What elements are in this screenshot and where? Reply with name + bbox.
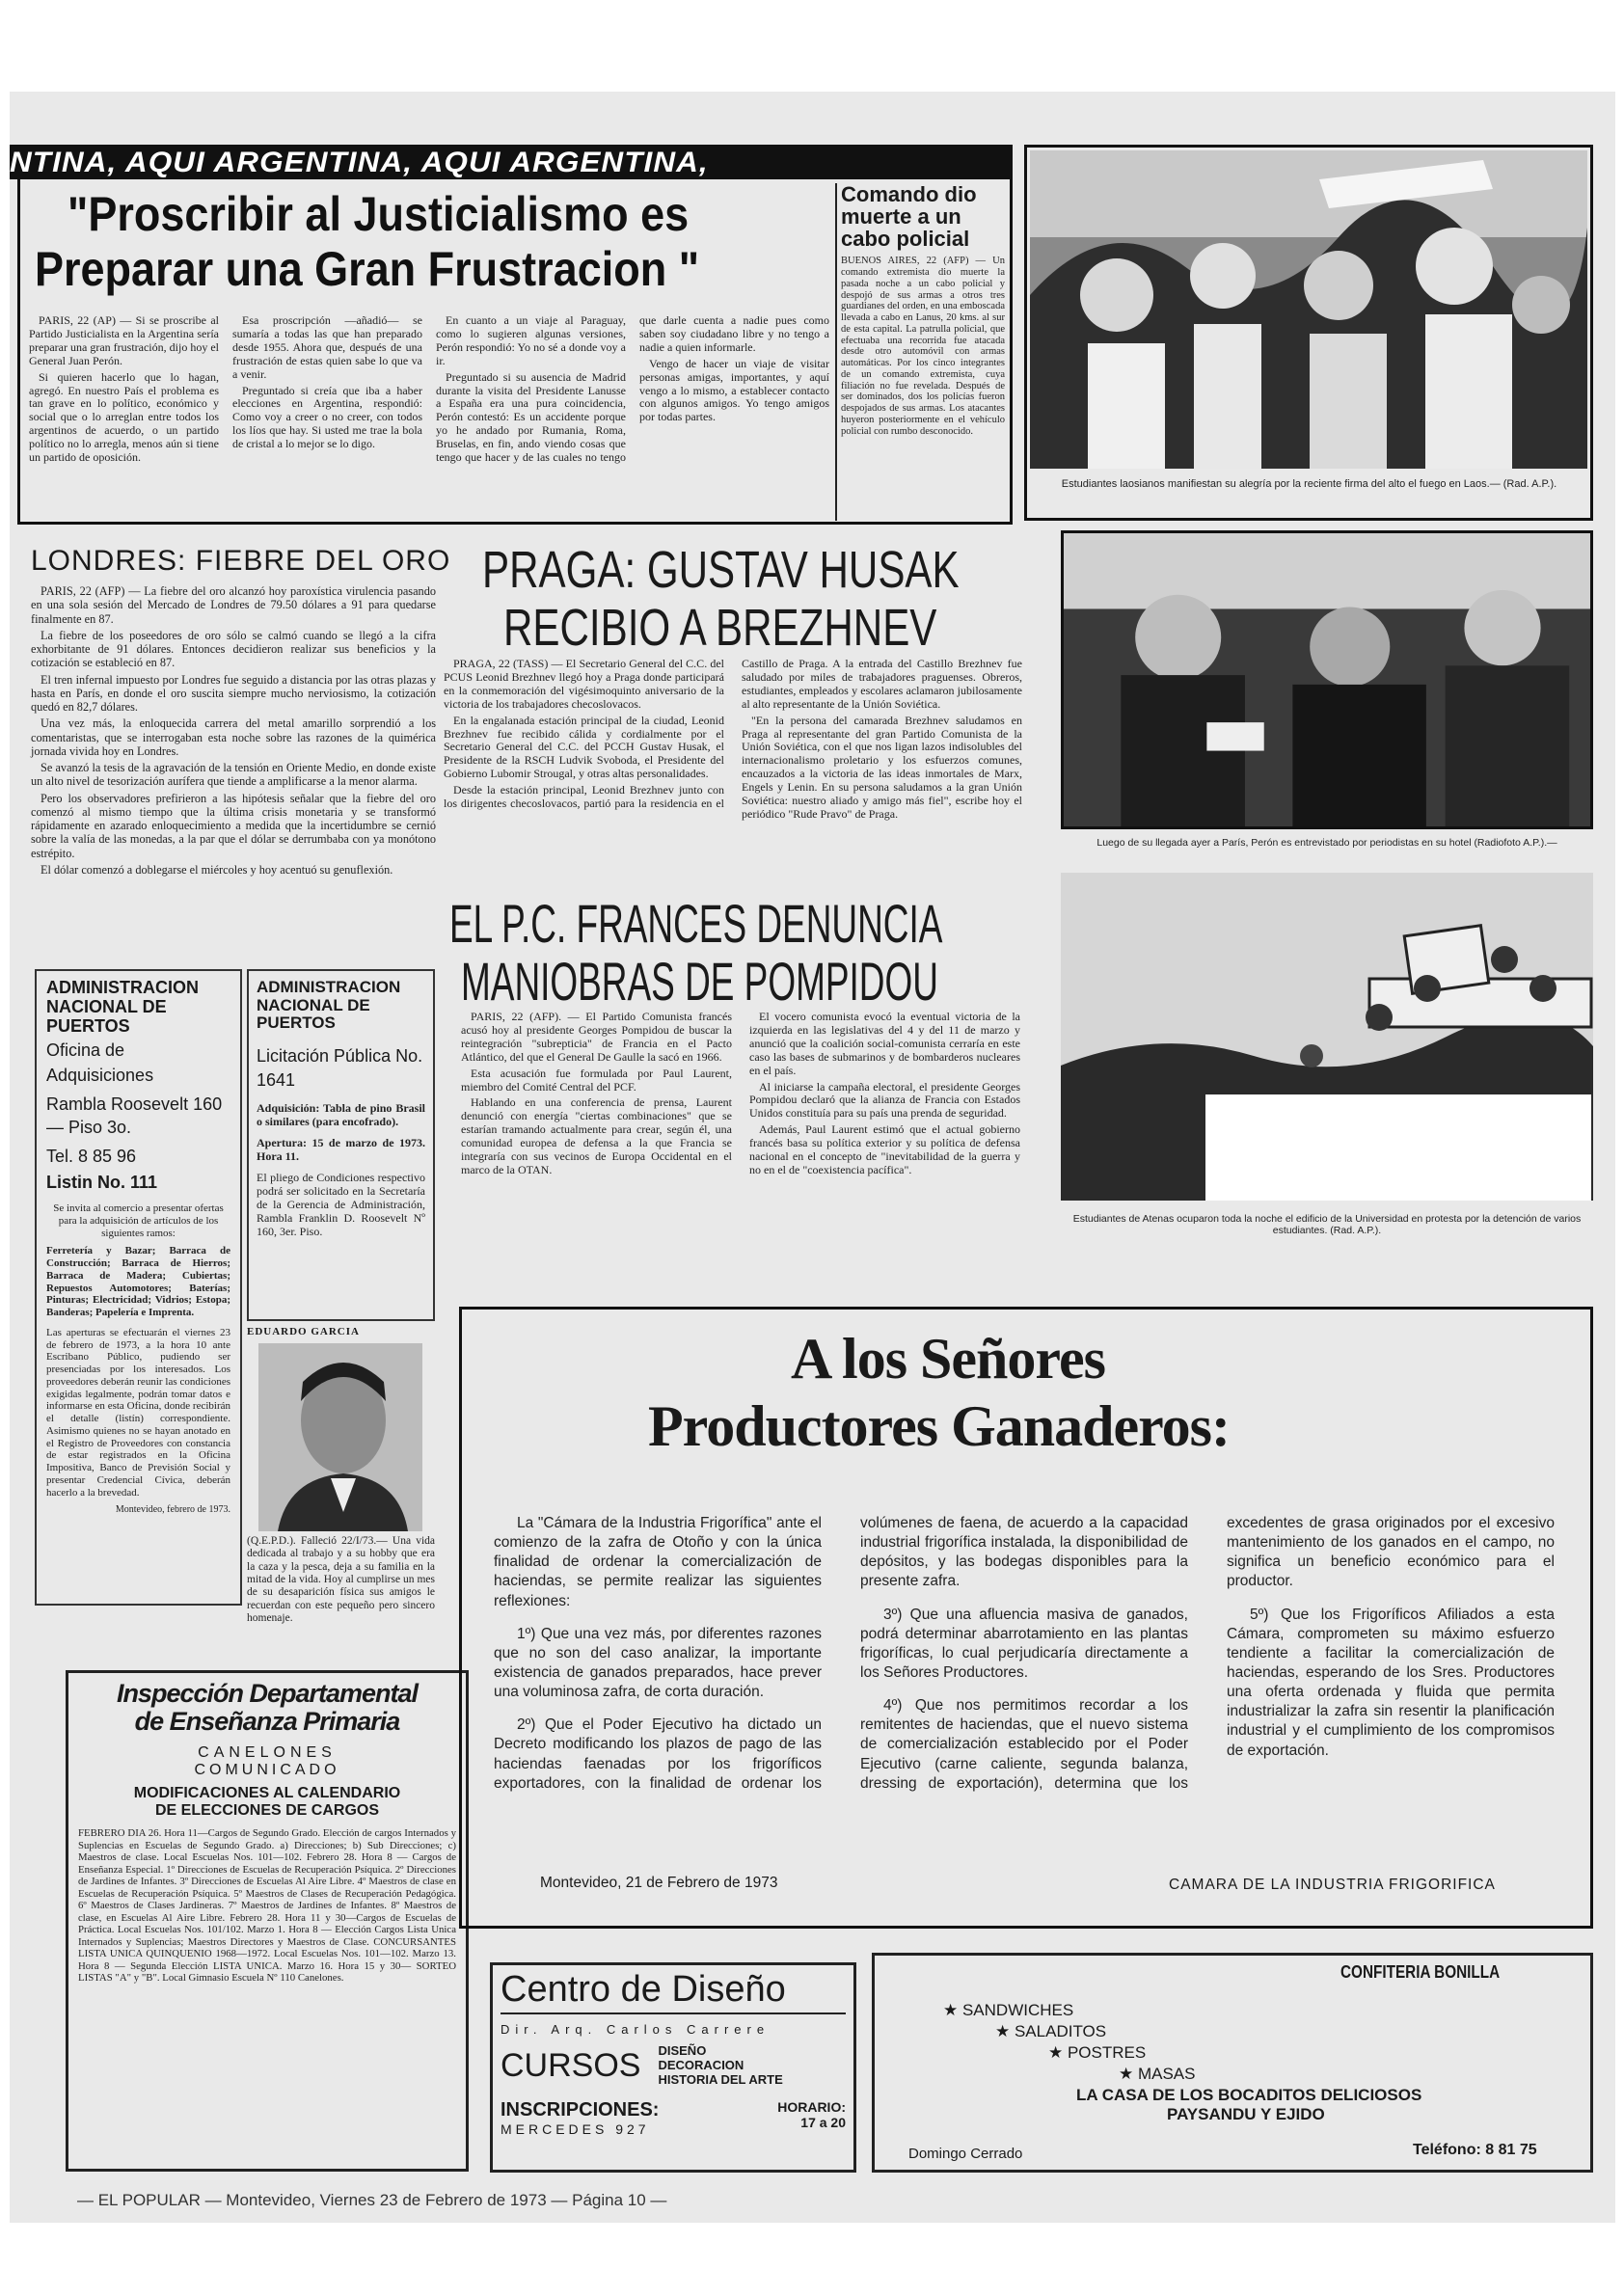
productores-p3: 2º) Que el Poder Ejecutivo ha dictado un Decreto modificando los plazos de pago de las haciendas faenadas por los frigoríficos exportadores, con la finalidad de ordenar los volúmenes de faena, de acuerdo a la capacidad industrial frigorífica instalada, la disponibilidad de depósitos, y las bodegas disponibles para la presente zafra. [494, 1515, 1188, 1792]
praga-paragraph: En la engalanada estación principal de la ciudad, Leonid Brezhnev fue recibido cálida y cordialmente por el Secretario General del C.C. del PCCH Gustav Husak, el Presidente de la RSCH Ludvik Svoboda, el Presidente del Gobierno Lubomir Strougal, y otras altas personalidades. [444, 713, 724, 781]
top-banner [10, 145, 1013, 179]
pcf-headline-2: MANIOBRAS DE POMPIDOU [461, 951, 938, 1012]
centro-title: Centro de Diseño [501, 1969, 846, 2014]
bonilla-item-label: POSTRES [1067, 2043, 1147, 2062]
pcf-body [461, 1011, 1020, 1247]
bonilla-address: PAYSANDU Y EJIDO [1167, 2105, 1325, 2123]
page-footer: — EL POPULAR — Montevideo, Viernes 23 de Febrero de 1973 — Página 10 — [77, 2191, 667, 2209]
anp1-office: Oficina de Adquisiciones [46, 1040, 154, 1086]
bonilla-item-label: MASAS [1137, 2065, 1196, 2083]
inspeccion-notice [66, 1670, 469, 2172]
productores-p6: 5º) Que los Frigoríficos Afiliados a esta Cámara, comprometen su máximo esfuerzo tendiente a facilitar la comercialización de haciendas, esperando de los Sres. Productores una oferta ordenada y fluida que permita industrializar la zafra sin resentir la planificación industrial y el cumplimiento de los compromisos de exportación. [1227, 1606, 1555, 1759]
anp1-listin: Listin No. 111 [46, 1173, 158, 1193]
obituary [247, 1326, 435, 1659]
laos-students-photo [1030, 150, 1587, 469]
lead-paragraph: Si quieren hacerlo que lo hagan, agregó. En nuestro País el problema es tan grave en lo político, económico y social que o lo arreglan entre todos los argentinos de acuerdo, o un partido político no lo arregla, menos aún si tiene un partido de oposición. [29, 369, 219, 465]
praga-paragraph: Desde la estación principal, Leonid Brezhnev junto con los dirigentes checoslovacos, partió para la residencia en el Castillo de Praga. A la entrada del Castillo Brezhnev fue saludado por miles de trabajadores praguenses. Obreros, estudiantes, empleados y escolares aclamaron jubilosamente al alto representante de la Unión Soviética. [444, 657, 1022, 811]
pcf-paragraph: Además, Paul Laurent estimó que el actual gobierno francés basa su política exterior y su política de defensa nacional en el concepto de "inevitabilidad de la guerra y no en el de "coexistencia pacífica". [749, 1122, 1020, 1176]
bonilla-item-label: SALADITOS [1014, 2022, 1107, 2040]
productores-title-1: A los Señores [791, 1327, 1105, 1391]
londres-body [31, 584, 436, 985]
star-icon: ★ [1119, 2065, 1138, 2083]
centro-horario-value: 17 a 20 [800, 2114, 846, 2130]
bonilla-item [995, 2022, 1106, 2041]
londres-paragraph: El dólar comenzó a doblegarse el miércoles y hoy acentuó su genuflexión. [41, 862, 393, 877]
bonilla-item [943, 2001, 1073, 2020]
anp2-body: El pliego de Condiciones respectivo podrá ser solicitado en la Secretaría de la Gerencia de Administración, Rambla Franklin D. Roosevelt Nº 160, 3er. Piso. [257, 1171, 425, 1238]
centro-course-2: DECORACION [658, 2057, 744, 2072]
lead-paragraph: PARIS, 22 (AP) — Si se proscribe al Partido Justicialista en la Argentina sería preparar una gran frustración, dijo hoy el General Juan Perón. [29, 313, 219, 367]
lead-paragraph: En cuanto a un viaje al Paraguay, como lo sugieren algunas versiones, Perón respondió: Yo no sé a donde voy a ir. [436, 313, 626, 367]
lead-paragraph: Vengo de hacer un viaje de visitar personas amigas, importantes, y aquí vengo a lo mismo, a establecer contacto con algunos amigos. Yo tengo amigos por todas partes. [639, 356, 829, 424]
centro-course-1: DISEÑO [658, 2043, 707, 2058]
productores-p5: 4º) Que nos permitimos recordar a los remitentes de haciendas, que el nuevo sistema de comercialización establecido por el Poder Ejecutivo (carne caliente, segunda balanza, dressing de exportación), determina que los excedentes de grasa originados por el excesivo mantenimiento de los ganados en el campo, no significa un beneficio económico para el productor. [860, 1515, 1555, 1792]
star-icon: ★ [995, 2022, 1015, 2040]
anp1-ramos: Ferretería y Bazar; Barraca de Construcción; Barraca de Hierros; Barraca de Madera; Cubiertas; Repuestos Automotores; Baterías; Pinturas; Electricidad; Vidrios; Estopa; Banderas; Papelería e Imprenta. [46, 1245, 230, 1319]
lead-paragraph: Esa proscripción —añadió— se sumaría a todas las que han preparado desde 1955. Ahora que, después de una frustración de estas quien sabe lo que va a venir. [232, 313, 422, 381]
insp-sub-3: MODIFICACIONES AL CALENDARIO [133, 1785, 401, 1801]
anp-adquisiciones-ad [35, 969, 242, 1606]
praga-headline-1: PRAGA: GUSTAV HUSAK [482, 541, 960, 599]
peron-press-photo [1061, 530, 1593, 829]
anp1-tel: Tel. 8 85 96 [46, 1147, 137, 1167]
comando-body: BUENOS AIRES, 22 (AFP) — Un comando extremista dio muerte la pasada noche a un cabo policial y despojó de sus armas a otros tres guardianes del orden, en una emboscada llevada a cabo en Lanus, 20 kms. al sur de esta capital. La patrulla policial, que efectuaba una recorrida fue atacada desde otro automóvil con armas automáticas. Por los cinco integrantes de un comando extremista, cuya filiación no fue revelada. Después de ser dominados, dos los policías fueron despojados de sus armas. Los atacantes huyeron posteriormente en el vehículo policial con rumbo desconocido. [841, 256, 1005, 437]
bonilla-item [1119, 2065, 1196, 2084]
centro-diseno-ad [490, 1962, 856, 2173]
insp-body: FEBRERO DIA 26. Hora 11—Cargos de Segundo Grado. Elección de cargos Internados y Suplencias en Escuelas de Segundo Grado. a) Direcciones; b) Sub Direcciones; c) Maestros de clase. Local Escuelas Nos. 101—102. Febrero 28. Hora 8 — Cargos de Enseñanza Especial. 1º Direcciones de Escuelas de Recuperación Psíquica. 2º Direcciones de Jardines de Infantes. 3º Direcciones de Escuelas Al Aire Libre. 4º Maestros de clase en Escuelas de Recuperación Psíquica. 5º Maestros de Clases de Recuperación Pedagógica. 6º Maestros de Clases Jardineras. 7º Maestros de Jardines de Infantes. 8º Maestros de clase, en Escuelas Al Aire Libre. Febrero 28. Hora 11 y 30—Cargos de Escuelas de Práctica. Local Escuelas Nos. 101/102. Marzo 1. Hora 8 — Elección Cargos Lista Unica Internados y Suplencias; Maestros Directores y Maestros de Clase. CONCURSANTES LISTA UNICA QUINQUENIO 1968—1972. Local Escuelas Nos. 101—102. Marzo 13. Hora 8 — Segunda Elección LISTA UNICA. Marzo 16. Hora 15 y 30— SORTEO LISTAS "A" y "B". Local Gimnasio Escuela Nº 110 Canelones. [78, 1827, 456, 1985]
anp1-invite: Se invita al comercio a presentar ofertas para la adquisición de artículos de los siguientes ramos: [53, 1202, 224, 1239]
centro-inscripciones: INSCRIPCIONES: [501, 2098, 660, 2120]
laos-caption: Estudiantes laosianos manifiestan su alegría por la reciente firma del alto el fuego en Laos.— (Rad. A.P.). [1061, 478, 1557, 490]
anp1-title: ADMINISTRACION NACIONAL DE PUERTOS [46, 978, 199, 1036]
londres-paragraph: Pero los observadores prefirieron a las hipótesis señalar que la fiebre del oro comenzó al mismo tiempo que la última crisis monetaria y se transformó rápidamente en azarado enloquecimiento a medida que la incertidumbre se cernió sobre la valía de las monedas, a la par que el dólar se derrumbaba con ya monótono estrépito. [31, 791, 436, 860]
anp2-apertura: Apertura: 15 de marzo de 1973. Hora 11. [257, 1136, 425, 1164]
obit-portrait [258, 1343, 422, 1531]
centro-course-3: HISTORIA DEL ARTE [658, 2071, 783, 2087]
lead-body [29, 314, 829, 517]
pcf-paragraph: Al iniciarse la campaña electoral, el presidente Georges Pompidou declaró que la alianza de Francia con Estados Unidos constituía para su país una prenda de seguridad. [749, 1079, 1020, 1121]
centro-address: MERCEDES 927 [501, 2120, 650, 2137]
lead-paragraph: Preguntado si su ausencia de Madrid durante la visita del Presidente Lanusse a España era una pura coincidencia, Perón contestó: Es un accidente porque yo he andado por Rumania, Roma, Bruselas, en fin, ando viendo cosas que tengo que hacer y de las cuales no tengo que darle cuenta a nadie pues como saben soy ciudadano libre y no tengo a nadie a quien informarle. [436, 313, 829, 465]
lead-headline-2: Preparar una Gran Frustracion " [35, 242, 700, 296]
productores-date: Montevideo, 21 de Febrero de 1973 [540, 1875, 778, 1891]
anp1-address: Rambla Roosevelt 160— Piso 3o. [46, 1094, 223, 1137]
pcf-paragraph: El vocero comunista evocó la eventual victoria de la izquierda en las legislativas del 4 y del 11 de marzo y anunció que la coalición social-comunista cerraría en este caso las bases de submarinos y de bombarderos nucleares en el país. [749, 1010, 1020, 1077]
star-icon: ★ [1048, 2043, 1068, 2062]
anp2-licit: Licitación Pública No. 1641 [257, 1046, 423, 1091]
anp1-body: Las aperturas se efectuarán el viernes 23 de febrero de 1973, a la hora 10 ante Escribano Público, pudiendo ser presenciadas por los interesados. Los proveedores deberán reunir las condiciones exigidas legalmente, podrán tomar datos e informarse en esta Oficina, donde recibirán el detalle (listín) correspondiente. Asimismo quienes no se hayan anotado en el Registro de Proveedores con constancia de estar registrados en la Oficina Impositiva, Banco de Previsión Social y presentar Credencial Cívica, deberán hacerlo a la brevedad. [46, 1326, 230, 1499]
lead-headline-1: "Proscribir al Justicialismo es [68, 187, 690, 241]
anp2-title: ADMINISTRACION NACIONAL DE PUERTOS [257, 978, 401, 1033]
bonilla-closed-day: Domingo Cerrado [908, 2146, 1023, 2162]
londres-paragraph: El tren infernal impuesto por Londres fue seguido a distancia por las otras plazas y hasta en París, en donde el oro suscita siempre mucho nerviosismo, la cotización quedó en 82,7 dólares. [31, 672, 436, 714]
productores-signature: CAMARA DE LA INDUSTRIA FRIGORIFICA [1169, 1877, 1496, 1893]
productores-p4: 3º) Que una afluencia masiva de ganados, podrá determinar abarrotamiento en las plantas frigoríficas, lo cual perjudicaría directamente a los Señores Productores. [860, 1606, 1188, 1681]
comando-headline: Comando dio muerte a un cabo policial [841, 182, 977, 252]
banner-text: NTINA, AQUI ARGENTINA, AQUI ARGENTINA, [10, 147, 709, 178]
londres-headline: LONDRES: FIEBRE DEL ORO [31, 545, 451, 577]
praga-body [444, 658, 1022, 879]
bonilla-phone: Teléfono: 8 81 75 [1413, 2142, 1537, 2158]
londres-paragraph: PARIS, 22 (AFP) — La fiebre del oro alcanzó hoy paroxística virulencia pasando en una sola sesión del Mercado de Londres de 79.50 dólares a 91 para quedarse finalmente en 87. [31, 584, 436, 626]
insp-title-2: de Enseñanza Primaria [134, 1707, 400, 1736]
pcf-paragraph: Esta acusación fue formulada por Paul Laurent, miembro del Comité Central del PCF. [461, 1066, 732, 1094]
peron-caption: Luego de su llegada ayer a París, Perón es entrevistado por periodistas en su hotel (Radiofoto A.P.).— [1096, 837, 1557, 849]
anp1-date: Montevideo, febrero de 1973. [115, 1504, 230, 1516]
praga-paragraph: "En la persona del camarada Brezhnev saludamos en Praga al representante del gran Partido Comunista de la Unión Soviética, con el que nos ligan lazos indisolubles del internacionalismo proletario y los esfuerzos comunes, encauzados a la victoria de las ideas inmortales de Marx, Engels y Lenin. En su persona saludamos a la gran Unión Soviética: nuestro aliado y amigo más fiel", escribe hoy el periódico "Rude Pravo" de Praga. [742, 713, 1022, 821]
anp2-adq: Adquisición: Tabla de pino Brasil o similares (para encofrado). [257, 1101, 425, 1129]
productores-body [494, 1514, 1555, 1861]
pcf-paragraph: PARIS, 22 (AFP). — El Partido Comunista francés acusó hoy al presidente Georges Pompidou de buscar la reintegración "subrepticia" de Francia en el Pacto Atlántico, del que el General De Gaulle la sacó en 1966. [461, 1010, 732, 1064]
insp-title-1: Inspección Departamental [116, 1679, 419, 1708]
praga-headline-2: RECIBIO A BREZHNEV [503, 599, 937, 657]
bonilla-item [1048, 2043, 1146, 2063]
comando-story [835, 183, 1005, 521]
anp-licitacion-ad [247, 969, 435, 1321]
bonilla-tagline: LA CASA DE LOS BOCADITOS DELICIOSOS [1076, 2086, 1422, 2104]
insp-sub-1: CANELONES [198, 1744, 337, 1761]
bonilla-title: CONFITERIA BONILLA [1340, 1962, 1501, 1982]
bonilla-item-label: SANDWICHES [961, 2001, 1074, 2019]
productores-p1: La "Cámara de la Industria Frigorífica" ante el comienzo de la zafra de Otoño y con la única finalidad de ordenar la comercialización de haciendas, se permite realizar las siguientes reflexiones: [494, 1515, 822, 1609]
confiteria-bonilla-ad [872, 1953, 1593, 2173]
praga-paragraph: PRAGA, 22 (TASS) — El Secretario General del C.C. del PCUS Leonid Brezhnev llegó hoy a Praga donde participará en la conmemoración del vigésimoquinto aniversario de la victoria de los trabajadores checoslovacos. [444, 657, 724, 711]
obit-name: EDUARDO GARCIA [247, 1326, 360, 1337]
pcf-headline-1: EL P.C. FRANCES DENUNCIA [449, 893, 943, 954]
insp-sub-4: DE ELECCIONES DE CARGOS [154, 1802, 380, 1819]
productores-p2: 1º) Que una vez más, por diferentes razones que no son del caso analizar, la importante existencia de ganados preparados, hace prever una voluminosa zafra, de corta duración. [494, 1625, 822, 1701]
productores-title-2: Productores Ganaderos: [648, 1394, 1230, 1458]
londres-paragraph: Se avanzó la tesis de la agravación de la tensión en Oriente Medio, en donde existe un alto nivel de tesorización aurífera que tiende a amplificarse a la menor alarma. [31, 761, 436, 789]
insp-sub-2: COMUNICADO [194, 1762, 340, 1778]
athens-caption: Estudiantes de Atenas ocuparon toda la noche el edificio de la Universidad en protesta por la detención de varios estudiantes. (Rad. A.P.). [1072, 1213, 1582, 1237]
lead-paragraph: Preguntado si creía que iba a haber elecciones en Argentina, respondió: Como voy a creer o no creer, con todos los líos que hay. Si usted me trae la bola de cristal a lo mejor se lo digo. [232, 383, 422, 451]
star-icon: ★ [943, 2001, 962, 2019]
obit-text: (Q.E.P.D.). Falleció 22/I/73.— Una vida dedicada al trabajo y a su hobby que era la caza y la pesca, deja a su familia en la mitad de la vida. Hoy al cumplirse un mes de su desaparición física sus amigos le recuerdan con este pequeño pero sincero homenaje. [247, 1535, 435, 1624]
centro-cursos: CURSOS [501, 2046, 641, 2084]
londres-paragraph: La fiebre de los poseedores de oro sólo se calmó cuando se llegó a la cifra exhorbitante de 91 dólares. Entonces decidieron realizar sus beneficios y la cotización se estableció en 87. [31, 628, 436, 670]
pcf-paragraph: Hablando en una conferencia de prensa, Laurent denunció con energía "ciertas combinaciones" que se estarían tramando actualmente para crear, según él, una comunidad europea de defensa a la que Francia se integraría con sus vecinos de Europa Occidental en el marco de la OTAN. [461, 1095, 732, 1176]
centro-horario: HORARIO: [777, 2098, 846, 2115]
centro-director: Dir. Arq. Carlos Carrere [501, 2022, 771, 2037]
athens-students-photo [1061, 873, 1593, 1201]
londres-paragraph: Una vez más, la enloquecida carrera del metal amarillo sorprendió a los comentaristas, que se interrogaban esta noche sobre las razones de la quimérica jornada vivida hoy en Londres. [31, 716, 436, 758]
